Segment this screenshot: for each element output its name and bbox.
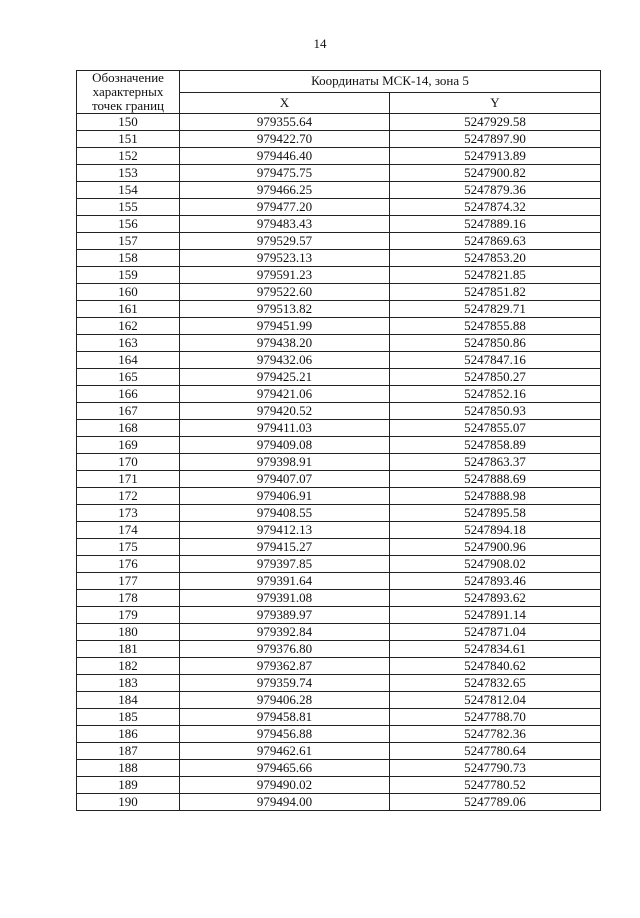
- x-coordinate-cell: 979451.99: [180, 318, 390, 335]
- y-coordinate-cell: 5247834.61: [390, 641, 601, 658]
- point-number-cell: 185: [77, 709, 180, 726]
- table-row: [77, 318, 601, 335]
- point-number-cell: 151: [77, 131, 180, 148]
- x-coordinate-cell: 979391.64: [180, 573, 390, 590]
- x-coordinate-cell: 979591.23: [180, 267, 390, 284]
- x-coordinate-cell: 979522.60: [180, 284, 390, 301]
- point-number-cell: 150: [77, 114, 180, 131]
- y-coordinate-cell: 5247900.96: [390, 539, 601, 556]
- table-row: [77, 658, 601, 675]
- table-row: [77, 624, 601, 641]
- x-coordinate-cell: 979425.21: [180, 369, 390, 386]
- table-row: [77, 692, 601, 709]
- y-coordinate-cell: 5247908.02: [390, 556, 601, 573]
- x-coordinate-cell: 979432.06: [180, 352, 390, 369]
- y-coordinate-cell: 5247879.36: [390, 182, 601, 199]
- y-coordinate-cell: 5247894.18: [390, 522, 601, 539]
- x-coordinate-cell: 979408.55: [180, 505, 390, 522]
- y-coordinate-cell: 5247850.86: [390, 335, 601, 352]
- point-number-cell: 182: [77, 658, 180, 675]
- point-number-cell: 160: [77, 284, 180, 301]
- table-row: [77, 216, 601, 233]
- y-coordinate-cell: 5247829.71: [390, 301, 601, 318]
- point-number-cell: 152: [77, 148, 180, 165]
- table-row: [77, 369, 601, 386]
- x-coordinate-cell: 979407.07: [180, 471, 390, 488]
- table-row: [77, 148, 601, 165]
- x-coordinate-cell: 979359.74: [180, 675, 390, 692]
- point-number-cell: 172: [77, 488, 180, 505]
- page-number: 14: [313, 36, 327, 51]
- table-row: [77, 335, 601, 352]
- x-coordinate-cell: 979420.52: [180, 403, 390, 420]
- table-row: [77, 760, 601, 777]
- table-row: [77, 709, 601, 726]
- table-row: [77, 267, 601, 284]
- point-number-cell: 173: [77, 505, 180, 522]
- x-coordinate-cell: 979466.25: [180, 182, 390, 199]
- x-coordinate-cell: 979422.70: [180, 131, 390, 148]
- y-coordinate-cell: 5247853.20: [390, 250, 601, 267]
- point-number-cell: 177: [77, 573, 180, 590]
- y-coordinate-cell: 5247850.27: [390, 369, 601, 386]
- x-coordinate-cell: 979421.06: [180, 386, 390, 403]
- table-row: [77, 131, 601, 148]
- point-number-cell: 156: [77, 216, 180, 233]
- table-row: [77, 726, 601, 743]
- table-row: [77, 284, 601, 301]
- y-coordinate-cell: 5247929.58: [390, 114, 601, 131]
- x-coordinate-cell: 979376.80: [180, 641, 390, 658]
- point-number-cell: 163: [77, 335, 180, 352]
- y-coordinate-cell: 5247888.98: [390, 488, 601, 505]
- table-row: [77, 403, 601, 420]
- x-coordinate-cell: 979389.97: [180, 607, 390, 624]
- x-coordinate-cell: 979456.88: [180, 726, 390, 743]
- point-number-cell: 189: [77, 777, 180, 794]
- y-coordinate-cell: 5247893.46: [390, 573, 601, 590]
- x-coordinate-cell: 979406.91: [180, 488, 390, 505]
- header-coordinate-system: Координаты МСК-14, зона 5: [180, 71, 601, 93]
- coordinates-table: [76, 70, 601, 811]
- point-number-cell: 175: [77, 539, 180, 556]
- x-coordinate-cell: 979406.28: [180, 692, 390, 709]
- x-coordinate-cell: 979411.03: [180, 420, 390, 437]
- y-coordinate-cell: 5247789.06: [390, 794, 601, 811]
- x-coordinate-cell: 979355.64: [180, 114, 390, 131]
- y-coordinate-cell: 5247871.04: [390, 624, 601, 641]
- x-coordinate-cell: 979458.81: [180, 709, 390, 726]
- point-number-cell: 169: [77, 437, 180, 454]
- table-row: [77, 777, 601, 794]
- y-coordinate-cell: 5247900.82: [390, 165, 601, 182]
- point-number-cell: 186: [77, 726, 180, 743]
- point-number-cell: 168: [77, 420, 180, 437]
- point-number-cell: 187: [77, 743, 180, 760]
- point-number-cell: 155: [77, 199, 180, 216]
- x-coordinate-cell: 979494.00: [180, 794, 390, 811]
- point-number-cell: 183: [77, 675, 180, 692]
- table-row: [77, 199, 601, 216]
- table-row: [77, 505, 601, 522]
- table-row: [77, 233, 601, 250]
- point-number-cell: 170: [77, 454, 180, 471]
- table-row: [77, 420, 601, 437]
- point-number-cell: 190: [77, 794, 180, 811]
- y-coordinate-cell: 5247832.65: [390, 675, 601, 692]
- x-coordinate-cell: 979415.27: [180, 539, 390, 556]
- x-coordinate-cell: 979398.91: [180, 454, 390, 471]
- y-coordinate-cell: 5247895.58: [390, 505, 601, 522]
- table-row: [77, 488, 601, 505]
- y-coordinate-cell: 5247782.36: [390, 726, 601, 743]
- y-coordinate-cell: 5247897.90: [390, 131, 601, 148]
- table-row: [77, 437, 601, 454]
- header-x: X: [180, 92, 390, 114]
- point-number-cell: 188: [77, 760, 180, 777]
- x-coordinate-cell: 979513.82: [180, 301, 390, 318]
- y-coordinate-cell: 5247891.14: [390, 607, 601, 624]
- table-row: [77, 182, 601, 199]
- x-coordinate-cell: 979477.20: [180, 199, 390, 216]
- point-number-cell: 162: [77, 318, 180, 335]
- y-coordinate-cell: 5247889.16: [390, 216, 601, 233]
- table-row: [77, 590, 601, 607]
- x-coordinate-cell: 979465.66: [180, 760, 390, 777]
- y-coordinate-cell: 5247847.16: [390, 352, 601, 369]
- y-coordinate-cell: 5247893.62: [390, 590, 601, 607]
- x-coordinate-cell: 979490.02: [180, 777, 390, 794]
- table-row: [77, 386, 601, 403]
- y-coordinate-cell: 5247855.88: [390, 318, 601, 335]
- table-row: [77, 675, 601, 692]
- table-row: [77, 556, 601, 573]
- point-number-cell: 159: [77, 267, 180, 284]
- point-number-cell: 184: [77, 692, 180, 709]
- x-coordinate-cell: 979438.20: [180, 335, 390, 352]
- y-coordinate-cell: 5247852.16: [390, 386, 601, 403]
- point-number-cell: 167: [77, 403, 180, 420]
- point-number-cell: 174: [77, 522, 180, 539]
- x-coordinate-cell: 979391.08: [180, 590, 390, 607]
- point-number-cell: 180: [77, 624, 180, 641]
- table-row: [77, 539, 601, 556]
- table-row: [77, 454, 601, 471]
- point-number-cell: 165: [77, 369, 180, 386]
- point-number-cell: 178: [77, 590, 180, 607]
- y-coordinate-cell: 5247812.04: [390, 692, 601, 709]
- x-coordinate-cell: 979523.13: [180, 250, 390, 267]
- header-y: Y: [390, 92, 601, 114]
- table-row: [77, 352, 601, 369]
- x-coordinate-cell: 979409.08: [180, 437, 390, 454]
- point-number-cell: 179: [77, 607, 180, 624]
- point-number-cell: 154: [77, 182, 180, 199]
- x-coordinate-cell: 979446.40: [180, 148, 390, 165]
- table-body: [77, 114, 601, 811]
- table-row: [77, 743, 601, 760]
- point-number-cell: 166: [77, 386, 180, 403]
- x-coordinate-cell: 979397.85: [180, 556, 390, 573]
- table-row: [77, 250, 601, 267]
- table-row: [77, 165, 601, 182]
- y-coordinate-cell: 5247863.37: [390, 454, 601, 471]
- point-number-cell: 153: [77, 165, 180, 182]
- y-coordinate-cell: 5247780.52: [390, 777, 601, 794]
- x-coordinate-cell: 979462.61: [180, 743, 390, 760]
- x-coordinate-cell: 979412.13: [180, 522, 390, 539]
- y-coordinate-cell: 5247780.64: [390, 743, 601, 760]
- y-coordinate-cell: 5247855.07: [390, 420, 601, 437]
- table-row: [77, 794, 601, 811]
- y-coordinate-cell: 5247788.70: [390, 709, 601, 726]
- y-coordinate-cell: 5247790.73: [390, 760, 601, 777]
- y-coordinate-cell: 5247874.32: [390, 199, 601, 216]
- table-row: [77, 607, 601, 624]
- header-point-label: Обозначение характерных точек границ: [77, 71, 180, 114]
- point-number-cell: 176: [77, 556, 180, 573]
- x-coordinate-cell: 979475.75: [180, 165, 390, 182]
- x-coordinate-cell: 979483.43: [180, 216, 390, 233]
- table-row: [77, 573, 601, 590]
- table-row: [77, 522, 601, 539]
- x-coordinate-cell: 979362.87: [180, 658, 390, 675]
- x-coordinate-cell: 979529.57: [180, 233, 390, 250]
- x-coordinate-cell: 979392.84: [180, 624, 390, 641]
- table-row: [77, 471, 601, 488]
- y-coordinate-cell: 5247851.82: [390, 284, 601, 301]
- y-coordinate-cell: 5247858.89: [390, 437, 601, 454]
- table-row: [77, 641, 601, 658]
- y-coordinate-cell: 5247913.89: [390, 148, 601, 165]
- table-row: [77, 301, 601, 318]
- point-number-cell: 161: [77, 301, 180, 318]
- point-number-cell: 164: [77, 352, 180, 369]
- y-coordinate-cell: 5247840.62: [390, 658, 601, 675]
- point-number-cell: 157: [77, 233, 180, 250]
- point-number-cell: 181: [77, 641, 180, 658]
- y-coordinate-cell: 5247850.93: [390, 403, 601, 420]
- point-number-cell: 171: [77, 471, 180, 488]
- y-coordinate-cell: 5247888.69: [390, 471, 601, 488]
- y-coordinate-cell: 5247869.63: [390, 233, 601, 250]
- table-row: [77, 114, 601, 131]
- point-number-cell: 158: [77, 250, 180, 267]
- y-coordinate-cell: 5247821.85: [390, 267, 601, 284]
